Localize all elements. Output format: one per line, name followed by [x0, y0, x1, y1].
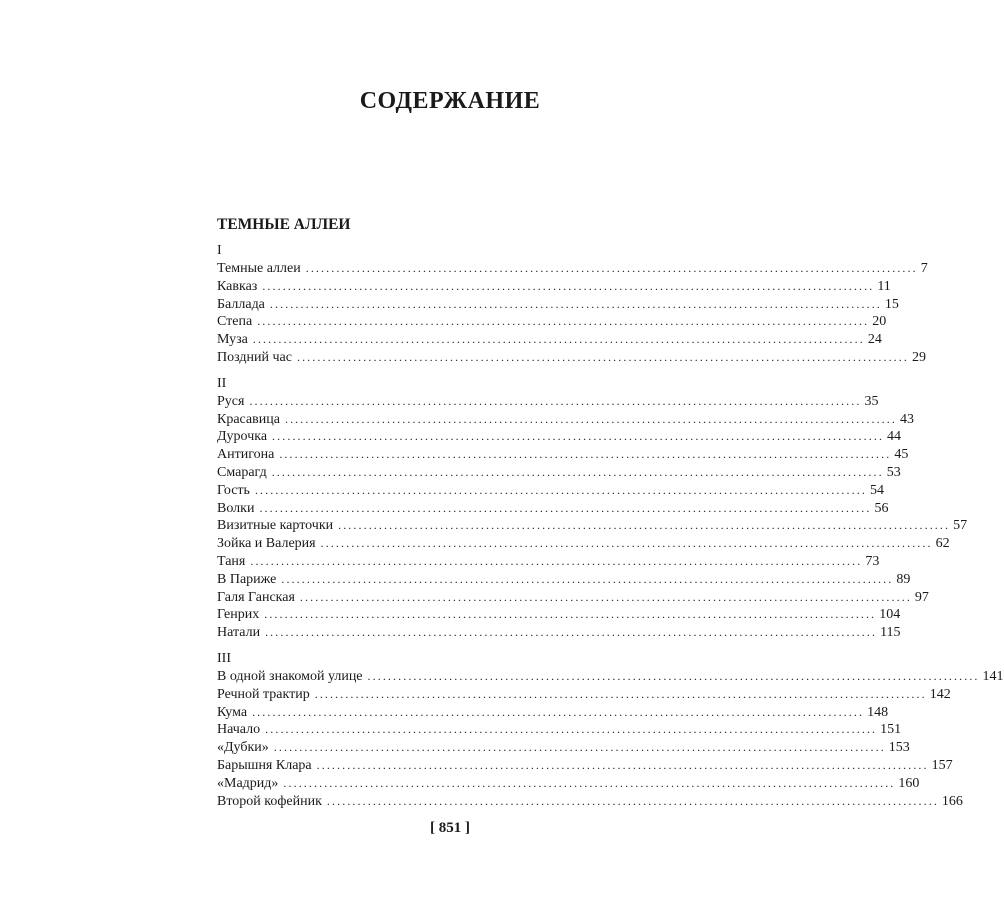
toc-entry: [217, 482, 884, 500]
entry-title: Руся: [217, 393, 245, 409]
toc-entry: [217, 686, 951, 704]
dot-leader: ........................................................................................................................: [326, 793, 939, 808]
entry-title: Генрих: [217, 607, 260, 623]
entry-title: Красавица: [217, 411, 280, 427]
toc-entry: [217, 535, 950, 553]
entry-title: Барышня Клара: [217, 757, 312, 773]
entry-page-number: 73: [865, 553, 880, 569]
toc-entry: [217, 624, 901, 642]
entry-page-number: 7: [920, 261, 928, 276]
toc-part: [217, 650, 1004, 810]
entry-title: Гость: [217, 482, 250, 498]
entry-page-number: 57: [953, 518, 968, 534]
entry-page-number: 115: [880, 625, 901, 641]
page-number: [ 851 ]: [430, 820, 470, 836]
toc-entry: [217, 589, 929, 607]
entry-page-number: 62: [935, 536, 950, 552]
toc-entry: [217, 349, 926, 367]
entry-title: «Дубки»: [217, 740, 269, 756]
dot-leader: ........................................................................................................................: [252, 704, 865, 719]
dot-leader: ........................................................................................................................: [252, 332, 865, 347]
entry-page-number: 157: [931, 757, 953, 773]
toc-entry: [217, 668, 1004, 686]
entry-page-number: 141: [982, 668, 1004, 684]
entry-title: Речной трактир: [217, 686, 310, 702]
dot-leader: ........................................................................................................................: [367, 668, 980, 683]
dot-leader: ........................................................................................................................: [257, 314, 870, 329]
toc-entry: [217, 553, 880, 571]
dot-leader: ........................................................................................................................: [262, 278, 875, 293]
entry-page-number: 89: [896, 571, 911, 587]
entry-page-number: 43: [899, 411, 914, 427]
entry-title: В одной знакомой улице: [217, 668, 363, 684]
toc-entry: [217, 331, 882, 349]
toc-entry: [217, 446, 909, 464]
table-of-contents: [217, 213, 1004, 810]
toc-entry: [217, 517, 968, 535]
page-title: СОДЕРЖАНИЕ: [359, 88, 541, 114]
entry-title: Дурочка: [217, 429, 268, 445]
toc-entry: [217, 278, 891, 296]
part-label: II: [217, 375, 227, 391]
toc-entry: [217, 606, 901, 624]
entry-title: Натали: [217, 625, 261, 641]
toc-entry: [217, 464, 901, 482]
entry-page-number: 160: [898, 775, 920, 791]
entry-title: Начало: [217, 722, 261, 738]
toc-entry: [217, 793, 963, 811]
entry-page-number: 151: [880, 722, 902, 738]
entry-page-number: 104: [879, 607, 901, 623]
entry-page-number: 153: [888, 740, 910, 756]
dot-leader: ........................................................................................................................: [269, 296, 882, 311]
dot-leader: ........................................................................................................................: [249, 393, 862, 408]
entry-page-number: 11: [877, 278, 891, 294]
part-label: III: [217, 650, 231, 666]
entry-title: Смарагд: [217, 464, 267, 480]
entry-title: Таня: [217, 553, 246, 569]
dot-leader: ........................................................................................................................: [281, 571, 894, 586]
dot-leader: ........................................................................................................................: [264, 607, 877, 622]
toc-entry: [217, 313, 887, 331]
entry-page-number: 56: [874, 500, 889, 516]
dot-leader: ........................................................................................................................: [305, 261, 918, 275]
dot-leader: ........................................................................................................................: [265, 625, 878, 640]
dot-leader: ........................................................................................................................: [279, 447, 892, 462]
entry-page-number: 97: [914, 589, 929, 605]
entry-page-number: 142: [929, 686, 951, 702]
part-label: I: [217, 243, 222, 258]
dot-leader: ........................................................................................................................: [259, 500, 872, 515]
toc-entry: [217, 775, 920, 793]
dot-leader: ........................................................................................................................: [320, 536, 933, 551]
dot-leader: ........................................................................................................................: [283, 775, 896, 790]
toc-entry: [217, 296, 899, 314]
entry-title: Поздний час: [217, 349, 292, 365]
entry-title: Волки: [217, 500, 255, 516]
dot-leader: ........................................................................................................................: [338, 518, 951, 533]
entry-page-number: 20: [872, 314, 887, 330]
dot-leader: ........................................................................................................................: [271, 464, 884, 479]
entry-page-number: 148: [867, 704, 889, 720]
toc-entry: [217, 704, 889, 722]
entry-page-number: 54: [869, 482, 884, 498]
toc-entry: [217, 411, 914, 429]
dot-leader: ........................................................................................................................: [284, 411, 897, 426]
entry-page-number: 35: [864, 393, 879, 409]
dot-leader: ........................................................................................................................: [254, 482, 867, 497]
dot-leader: ........................................................................................................................: [299, 589, 912, 604]
entry-title: В Париже: [217, 571, 277, 587]
dot-leader: ........................................................................................................................: [273, 740, 886, 755]
entry-title: Зойка и Валерия: [217, 536, 316, 552]
entry-page-number: 53: [886, 464, 901, 480]
dot-leader: ........................................................................................................................: [316, 757, 929, 772]
entry-title: Степа: [217, 314, 253, 330]
entry-page-number: 166: [941, 793, 963, 809]
entry-title: Кавказ: [217, 278, 258, 294]
entry-title: Муза: [217, 332, 248, 348]
entry-page-number: 45: [894, 447, 909, 463]
section-title: ТЕМНЫЕ АЛЛЕИ: [217, 216, 351, 233]
entry-page-number: 24: [867, 332, 882, 348]
entry-title: Галя Ганская: [217, 589, 295, 605]
entry-title: Визитные карточки: [217, 518, 334, 534]
entry-title: Темные аллеи: [217, 261, 301, 276]
toc-entry: [217, 757, 953, 775]
toc-part: [217, 242, 928, 367]
toc-entry: [217, 500, 889, 518]
toc-parts: [217, 242, 1004, 810]
toc-entry: [217, 721, 902, 739]
toc-entry: [217, 739, 910, 757]
entry-title: Баллада: [217, 296, 265, 312]
toc-part: [217, 375, 968, 642]
entry-title: Кума: [217, 704, 248, 720]
dot-leader: ........................................................................................................................: [250, 553, 863, 568]
toc-entry: [217, 428, 902, 446]
entry-page-number: 29: [911, 349, 926, 365]
dot-leader: ........................................................................................................................: [272, 429, 885, 444]
dot-leader: ........................................................................................................................: [296, 349, 909, 364]
entry-page-number: 15: [884, 296, 899, 312]
entry-page-number: 44: [887, 429, 902, 445]
entry-title: Антигона: [217, 447, 275, 463]
entry-title: Второй кофейник: [217, 793, 322, 809]
toc-entry: [217, 260, 928, 278]
entry-title: «Мадрид»: [217, 775, 279, 791]
toc-entry: [217, 571, 911, 589]
toc-entry: [217, 393, 879, 411]
dot-leader: ........................................................................................................................: [314, 686, 927, 701]
dot-leader: ........................................................................................................................: [265, 722, 878, 737]
